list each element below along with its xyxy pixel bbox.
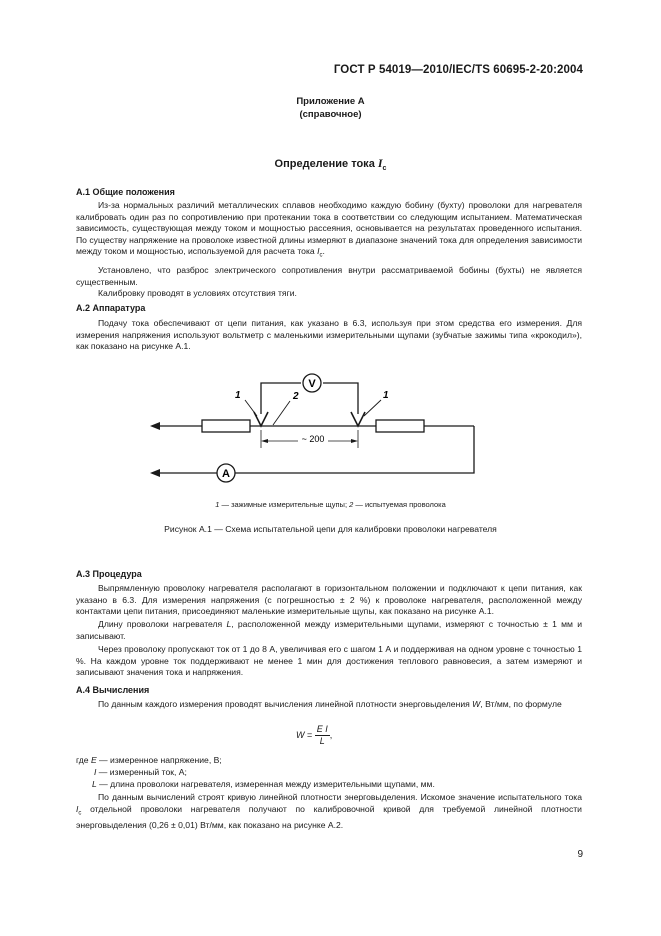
ammeter-label: A [222,468,230,480]
standard-header: ГОСТ Р 54019—2010/IEC/TS 60695-2-20:2004 [333,64,583,76]
label-2-leader [273,401,290,425]
section-a2-paragraph-1: Подачу тока обеспечивают от цепи питания, как указано в 6.3, используя при этом средства его измерения. Для измерения напряжения используют вольтметр с маленькими измерительными щупами (зубчатые зажимы типа «крокодил»), как показано на рисунке А.1. [76,318,582,352]
section-a3-paragraph-2: Длину проволоки нагревателя L, расположенной между измерительными щупами, измеряют с точностью ± 1 мм и записывают. [76,619,582,641]
probe-label-right: 1 [383,390,389,401]
dimension-arrow-right [351,439,358,443]
section-a3-paragraph-3: Через проволоку пропускают ток от 1 до 8 А, увеличивая его с шагом 1 А и поддерживая на одном уровне с точностью 1 %. На каждом уровне ток поддерживают не менее 1 мин для достижения теплового равновесия, а затем измеряют и записывают значения тока и напряжения. [76,644,582,678]
return-wire-right [235,426,474,473]
test-circuit-figure [140,368,520,488]
right-contact-clamp [376,420,424,432]
figure-caption: Рисунок А.1 — Схема испытательной цепи для калибровки проволоки нагревателя [164,524,497,534]
figure-legend: 1 — зажимные измерительные щупы; 2 — испытуемая проволока [215,500,446,509]
section-a1-heading: А.1 Общие положения [76,187,175,197]
definition-e: где E — измеренное напряжение, В; [76,755,222,765]
left-arrow-head [150,422,160,430]
section-a4-paragraph-1: По данным каждого измерения проводят вычисления линейной плотности энерговыделения W, Вт/мм, по формуле [98,699,562,709]
voltmeter-right-lead [323,383,358,414]
dimension-arrow-left [261,439,268,443]
definition-i: I — измеренный ток, А; [94,767,187,777]
page-title: Определение тока $I_c$ [274,156,387,173]
label-1-right-leader [364,400,381,416]
label-1-left-leader [245,400,257,416]
left-contact-clamp [202,420,250,432]
section-a3-heading: А.3 Процедура [76,569,142,579]
wire-label: 2 [293,391,299,402]
power-density-formula: W = $\frac{\text{E I}}{L}$ , [296,724,333,746]
section-a4-paragraph-2: По данным вычислений строят кривую линейной плотности энерговыделения. Искомое значение испытательного тока $I_c$ отдельной проволоки нагревателя получают по калибровочной кривой для требуемой линейной плотности энерговыделения (0,26 ± 0,01) Вт/мм, как показано на рисунке А.2. [76,792,582,830]
voltmeter-label: V [308,378,316,390]
dimension-label: ~ 200 [301,434,325,444]
definition-l: L — длина проволоки нагревателя, измеренная между измерительными щупами, мм. [92,779,435,789]
annex-kind: (справочное) [299,109,362,120]
section-a4-heading: А.4 Вычисления [76,685,150,695]
section-a2-heading: А.2 Аппаратура [76,303,146,313]
section-a1-paragraph-2: Установлено, что разброс электрического сопротивления внутри рассматриваемой бобины (бухты) не является существенным. [76,265,582,287]
section-a1-paragraph-1: Из-за нормальных различий металлических сплавов необходимо каждую бобину (бухту) проволоки для нагревателя калибровать один раз по сопротивлению при протекании тока в соответствии со следующим испытанием. Математическая зависимость, существующая между током и мощностью рассеяния, основывается на результатах проведенного испытания. По существу напряжение на проволоке известной длины измеряют в диапазоне значений тока для определения зависимости между током и мощностью, используемой для расчета тока $I_c$. [76,200,582,260]
section-a3-paragraph-1: Выпрямленную проволоку нагревателя располагают в горизонтальном положении и подключают к цепи питания, как указано в 6.3. Для измерения напряжения (с погрешностью ± 2 %) к проволоке нагревателя, расположенной между контактами цепи питания, присоединяют маленькие измерительные щупы, как показано на рисунке А.1. [76,583,582,617]
page-number: 9 [577,849,583,860]
probe-label-left: 1 [235,390,241,401]
return-arrow-head [150,469,160,477]
annex-title: Приложение А [296,96,365,107]
section-a1-paragraph-3: Калибровку проводят в условиях отсутствия тяги. [98,288,297,298]
right-probe-clip [351,412,365,426]
